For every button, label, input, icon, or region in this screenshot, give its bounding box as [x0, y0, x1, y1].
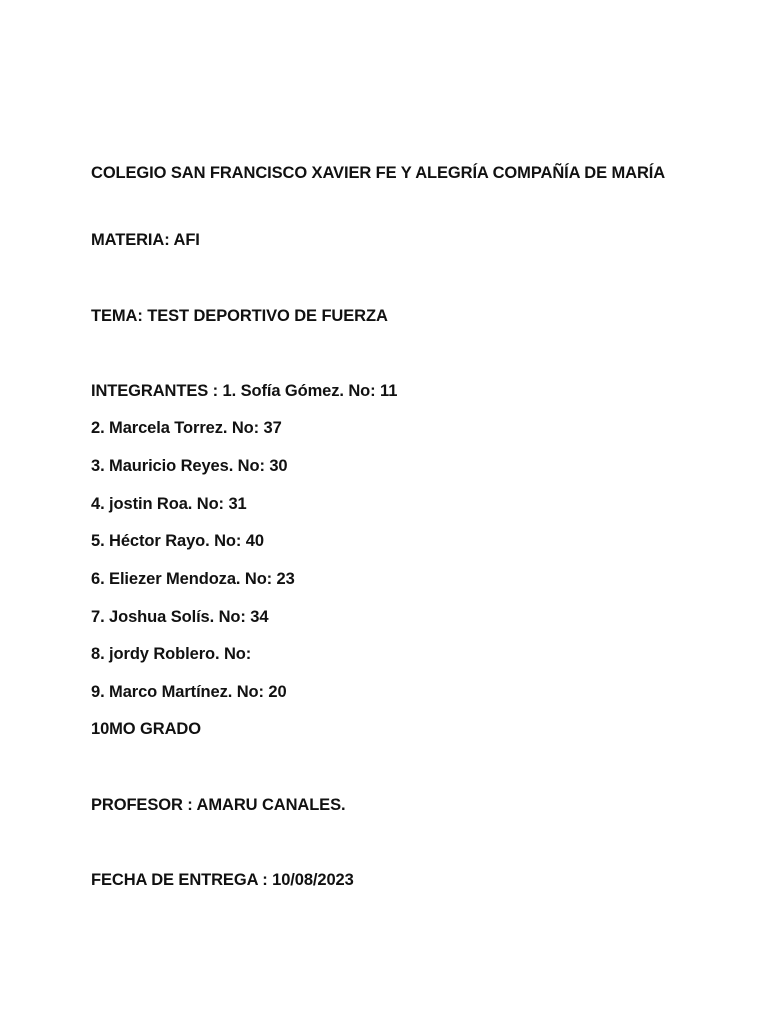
school-name: COLEGIO SAN FRANCISCO XAVIER FE Y ALEGRÍA COMPAÑÍA DE MARÍA: [91, 164, 666, 182]
members-heading: INTEGRANTES : 1. Sofía Gómez. No: 11: [91, 382, 398, 400]
teacher-line: PROFESOR : AMARU CANALES.: [91, 796, 346, 814]
member-item: 3. Mauricio Reyes. No: 30: [91, 457, 288, 475]
member-item: 6. Eliezer Mendoza. No: 23: [91, 570, 295, 588]
topic-line: TEMA: TEST DEPORTIVO DE FUERZA: [91, 307, 388, 325]
member-item: 7. Joshua Solís. No: 34: [91, 608, 269, 626]
member-item: 5. Héctor Rayo. No: 40: [91, 532, 264, 550]
member-item: 4. jostin Roa. No: 31: [91, 495, 247, 513]
grade-line: 10MO GRADO: [91, 720, 201, 738]
due-date-line: FECHA DE ENTREGA : 10/08/2023: [91, 871, 354, 889]
subject-line: MATERIA: AFI: [91, 231, 200, 249]
member-item: 2. Marcela Torrez. No: 37: [91, 419, 282, 437]
member-item: 8. jordy Roblero. No:: [91, 645, 252, 663]
member-item: 9. Marco Martínez. No: 20: [91, 683, 287, 701]
